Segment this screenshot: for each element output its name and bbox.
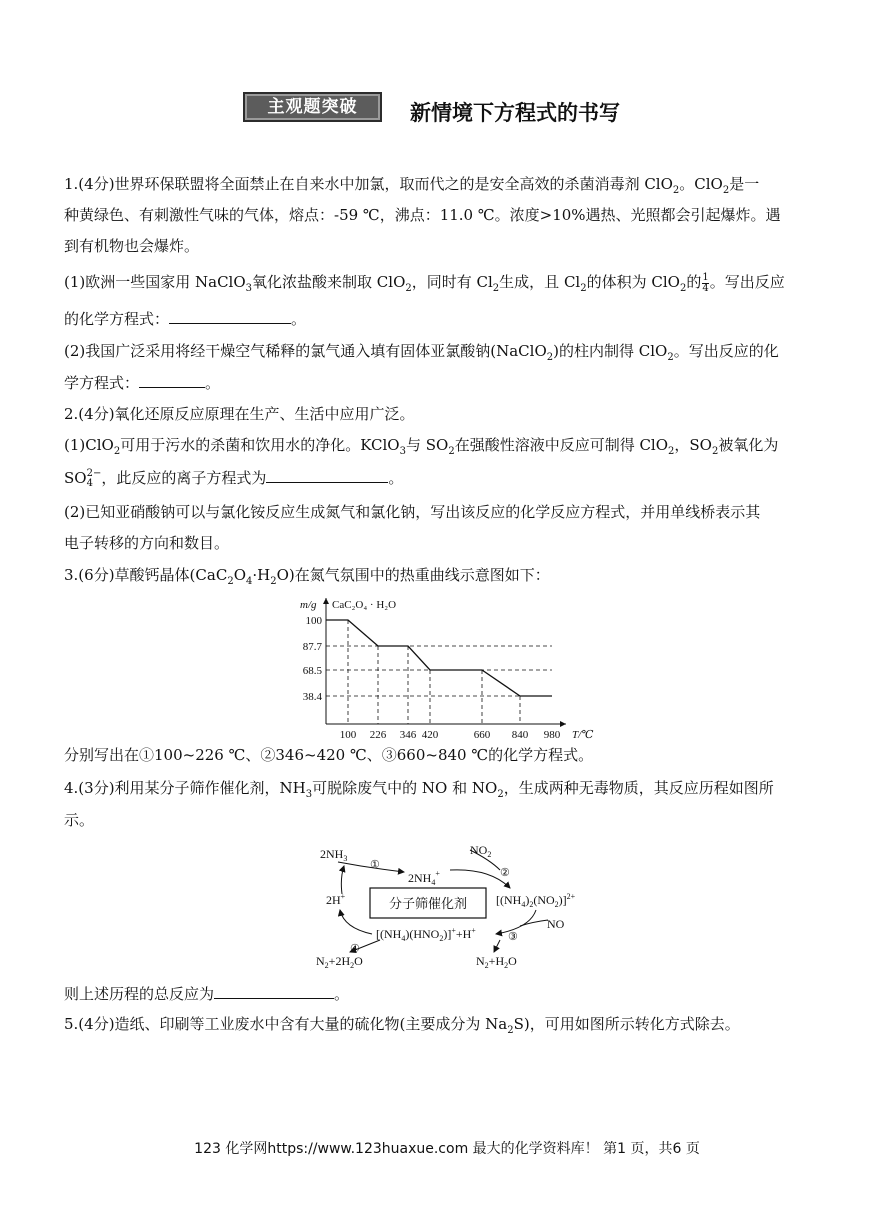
step-1-label: ① bbox=[370, 859, 380, 871]
q4-line1: 4.(3分)利用某分子筛作催化剂，$NH_3$可脱除废气中的 NO 和 $NO_2$，生成两种无毒物质，其反应历程如图所 bbox=[64, 779, 774, 800]
reaction-mechanism-diagram bbox=[300, 838, 600, 970]
species-n2-h2o: $N_2+H_2O$ bbox=[476, 954, 517, 970]
fraction-one-quarter: $\frac{1}{4}$ bbox=[702, 271, 709, 294]
x-tick-label: 420 bbox=[421, 729, 439, 741]
y-tick-label: 38.4 bbox=[302, 691, 322, 703]
q2-line1: 2.(4分)氧化还原反应原理在生产、生活中应用广泛。 bbox=[64, 405, 415, 423]
y-tick-label: 68.5 bbox=[302, 665, 322, 677]
step-2-label: ② bbox=[500, 867, 510, 879]
x-axis-label: T/℃ bbox=[572, 729, 594, 741]
q2-sub1: (1)ClO$_2$可用于污水的杀菌和饮用水的净化。KClO$_3$与 $SO_2$在强酸性溶液中反应可制得 ClO$_2$，$SO_2$被氧化为 bbox=[64, 436, 779, 457]
q2-sub1-answer: SO 2− 4 ，此反应的离子方程式为 。 bbox=[64, 468, 404, 489]
x-tick-label: 226 bbox=[369, 729, 387, 741]
series-line bbox=[326, 620, 552, 696]
q1-sub2-answer: 学方程式： 。 bbox=[64, 374, 221, 392]
x-tick-label: 346 bbox=[399, 729, 417, 741]
y-axis-arrow bbox=[323, 598, 329, 604]
q5-line1: 5.(4分)造纸、印刷等工业废水中含有大量的硫化物(主要成分为 $Na_2S$)，可用如图所示转化方式除去。 bbox=[64, 1015, 740, 1036]
thermogravimetric-chart bbox=[290, 592, 610, 742]
page-footer: 123 化学网https://www.123huaxue.com 最大的化学资料库！ 第1 页，共6 页 bbox=[194, 1141, 700, 1157]
q4-line2: 示。 bbox=[64, 811, 95, 829]
q1-line3: 到有机物也会爆炸。 bbox=[64, 237, 200, 255]
page-title: 新情境下方程式的书写 bbox=[410, 101, 620, 125]
answer-blank[interactable] bbox=[169, 309, 291, 324]
y-axis-label: m/g bbox=[300, 599, 317, 611]
step-4-label: ④ bbox=[350, 943, 360, 955]
q2-sub2-line2: 电子转移的方向和数目。 bbox=[64, 534, 230, 552]
q3-question: 分别写出在①100~226 ℃、②346~420 ℃、③660~840 ℃的化学方程式。 bbox=[64, 746, 594, 764]
x-tick-label: 100 bbox=[339, 729, 357, 741]
q1-line1: 1.(4分)世界环保联盟将全面禁止在自来水中加氯，取而代之的是安全高效的杀菌消毒剂 ClO$_2$。ClO$_2$是一 bbox=[64, 175, 760, 196]
species-complex-hno2: $[(NH_4)(HNO_2)]^++H^+$ bbox=[376, 926, 476, 943]
section-badge: 主观题突破 bbox=[243, 92, 382, 122]
q1-sub2: (2)我国广泛采用将经干燥空气稀释的氯气通入填有固体亚氯酸钠(NaClO$_2$)的柱内制得 ClO$_2$。写出反应的化 bbox=[64, 342, 779, 363]
q1-sub1: (1)欧洲一些国家用 NaClO$_3$氧化浓盐酸来制取 ClO$_2$，同时有 $Cl_2$生成，且 $Cl_2$的体积为 ClO$_2$的 $\frac{1}{4}$ 。写出反应 bbox=[64, 271, 785, 294]
q1-sub1-answer: 的化学方程式： 。 bbox=[64, 310, 307, 328]
species-complex-no2: $[(NH_4)_2(NO_2)]^{2+}$ bbox=[496, 892, 576, 909]
answer-blank[interactable] bbox=[214, 984, 334, 999]
y-tick-label: 100 bbox=[305, 615, 322, 627]
q3-line1: 3.(6分)草酸钙晶体$(CaC_2O_4\cdot H_2O)$在氮气氛围中的热重曲线示意图如下： bbox=[64, 566, 550, 587]
q1-line2: 种黄绿色、有刺激性气味的气体，熔点：-59 ℃，沸点：11.0 ℃。浓度>10%遇热、光照都会引起爆炸。遇 bbox=[64, 206, 781, 224]
species-2nh3: $2NH_3$ bbox=[320, 847, 348, 863]
species-n2-2h2o: $N_2+2H_2O$ bbox=[316, 954, 363, 970]
answer-blank[interactable] bbox=[266, 468, 388, 483]
y-tick-label: 87.7 bbox=[302, 641, 322, 653]
series-label: CaC₂O₄ · H₂O bbox=[332, 599, 397, 611]
species-2h-plus: 2H+ bbox=[326, 892, 346, 907]
x-tick-label: 660 bbox=[473, 729, 491, 741]
q2-sub2-line1: (2)已知亚硝酸钠可以与氯化铵反应生成氮气和氯化钠，写出该反应的化学反应方程式，并用单线桥表示其 bbox=[64, 503, 761, 521]
species-2nh4-plus: $2NH_4^+$ bbox=[408, 869, 440, 887]
x-tick-label: 840 bbox=[511, 729, 529, 741]
answer-blank[interactable] bbox=[139, 373, 205, 388]
step-3-label: ③ bbox=[508, 931, 518, 943]
q4-answer: 则上述历程的总反应为 。 bbox=[64, 985, 350, 1003]
catalyst-label: 分子筛催化剂 bbox=[388, 897, 468, 912]
x-tick-label: 980 bbox=[543, 729, 561, 741]
x-axis-arrow bbox=[560, 721, 566, 727]
species-no2: $NO_2$ bbox=[470, 843, 492, 859]
species-no: NO bbox=[547, 917, 565, 931]
